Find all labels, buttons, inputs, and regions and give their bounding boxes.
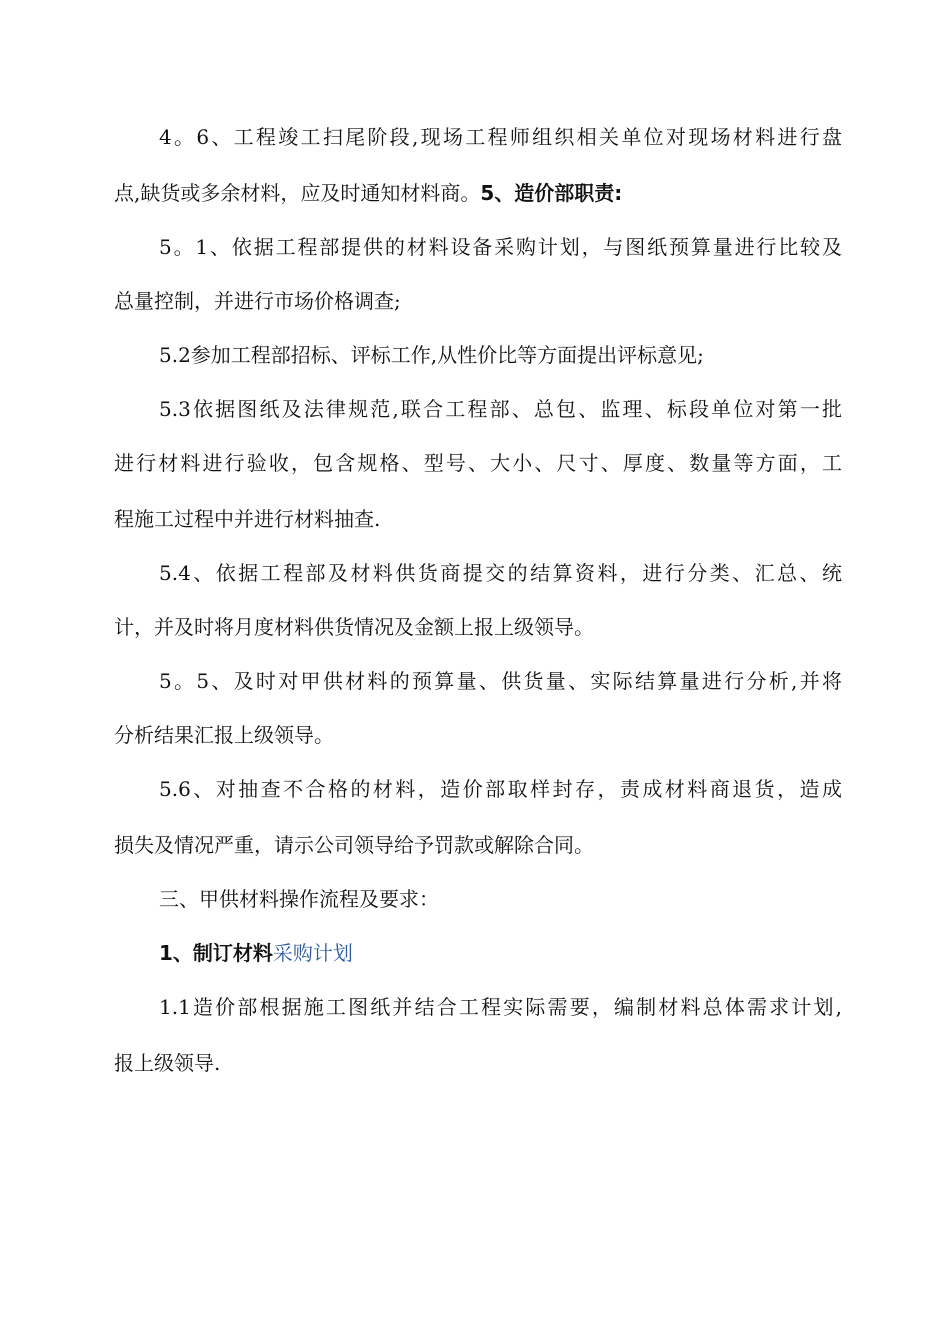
paragraph-5-6-line-2: 损失及情况严重，请示公司领导给予罚款或解除合同。 (114, 833, 594, 857)
paragraph-5-1-line-2: 总量控制，并进行市场价格调查; (114, 289, 401, 313)
paragraph-4-6-text: 点,缺货或多余材料，应及时通知材料商。 (114, 181, 481, 205)
section-5-heading: 5、造价部职责: (480, 181, 623, 205)
paragraph-5-3-line-1: 5.3依据图纸及法律规范,联合工程部、总包、监理、标段单位对第一批 (159, 397, 842, 421)
paragraph-1-1-line-2: 报上级领导. (114, 1051, 221, 1075)
paragraph-5-6-line-1: 5.6、对抽查不合格的材料，造价部取样封存，责成材料商退货，造成 (159, 777, 842, 801)
paragraph-5-4-line-2: 计，并及时将月度材料供货情况及金额上报上级领导。 (114, 615, 594, 639)
paragraph-5-3-line-3: 程施工过程中并进行材料抽查. (114, 507, 381, 531)
paragraph-5-2-line-1: 5.2参加工程部招标、评标工作,从性价比等方面提出评标意见; (159, 343, 704, 367)
paragraph-5-4-line-1: 5.4、依据工程部及材料供货商提交的结算资料，进行分类、汇总、统 (159, 561, 842, 585)
paragraph-4-6-line-1: 4。6、工程竣工扫尾阶段,现场工程师组织相关单位对现场材料进行盘 (159, 125, 842, 149)
subsection-1-heading (0, 938, 950, 968)
subsection-1-heading-text: 1、制订材料 (159, 941, 273, 965)
paragraph-5-5-line-1: 5。5、及时对甲供材料的预算量、供货量、实际结算量进行分析,并将 (159, 669, 842, 693)
paragraph-4-6-line-2 (0, 178, 950, 208)
paragraph-5-5-line-2: 分析结果汇报上级领导。 (114, 723, 334, 747)
paragraph-5-1-line-1: 5。1、依据工程部提供的材料设备采购计划，与图纸预算量进行比较及 (159, 235, 842, 259)
section-3-heading: 三、甲供材料操作流程及要求： (159, 887, 439, 911)
procurement-plan-link[interactable]: 采购计划 (272, 941, 353, 965)
paragraph-1-1-line-1: 1.1造价部根据施工图纸并结合工程实际需要，编制材料总体需求计划, (159, 995, 842, 1019)
paragraph-5-3-line-2: 进行材料进行验收，包含规格、型号、大小、尺寸、厚度、数量等方面，工 (114, 451, 842, 475)
